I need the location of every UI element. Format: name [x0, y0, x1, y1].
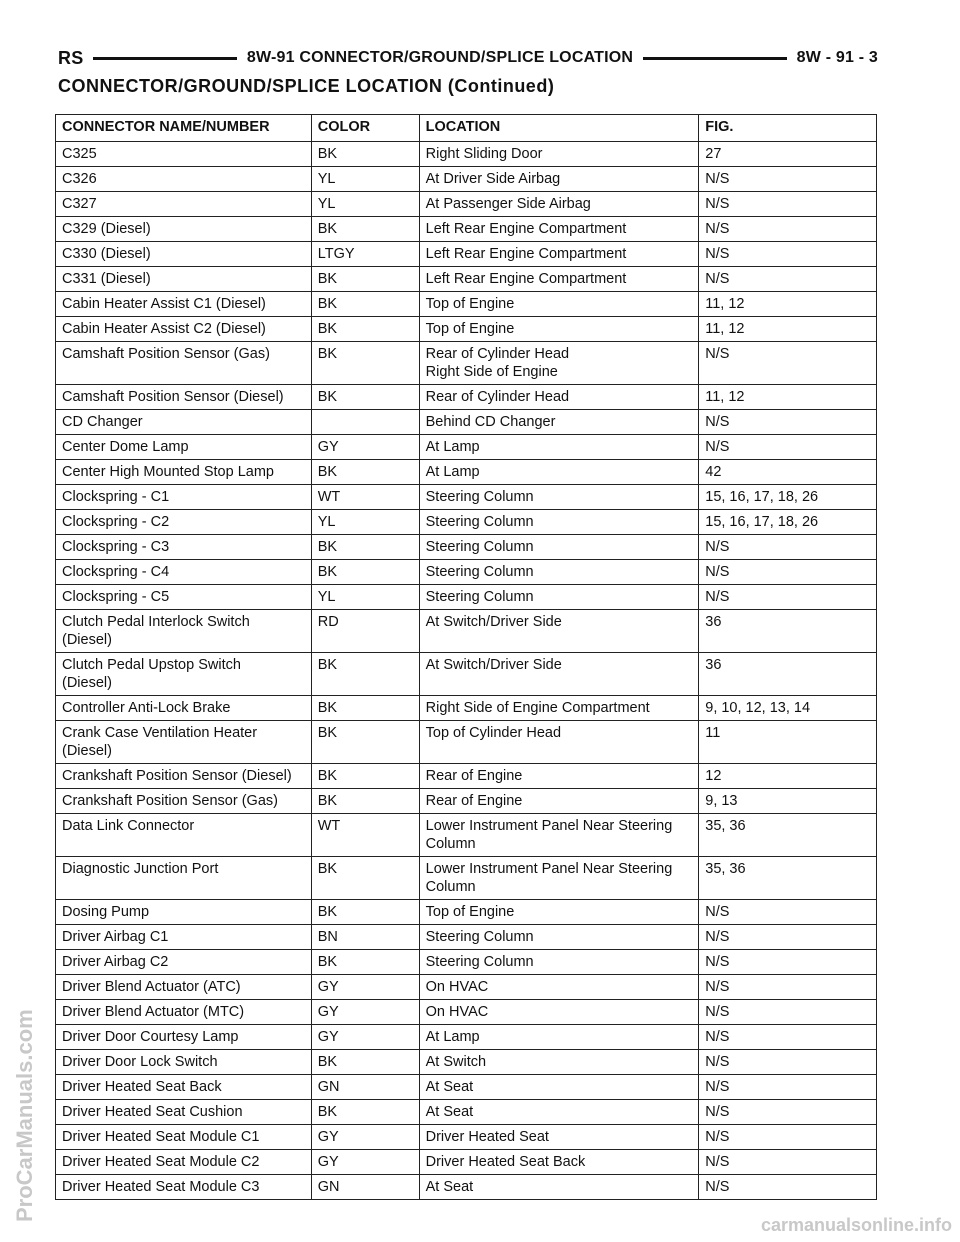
cell-color: GN: [311, 1075, 419, 1100]
cell-fig: N/S: [699, 192, 877, 217]
cell-fig: 11, 12: [699, 385, 877, 410]
table-row: [56, 1150, 877, 1175]
cell-connector: Driver Door Courtesy Lamp: [56, 1025, 312, 1050]
cell-connector: Dosing Pump: [56, 900, 312, 925]
cell-location: Right Side of Engine Compartment: [419, 696, 699, 721]
cell-fig: N/S: [699, 1075, 877, 1100]
table-row: [56, 1075, 877, 1100]
cell-color: BK: [311, 1050, 419, 1075]
cell-color: GY: [311, 1125, 419, 1150]
table-row: [56, 857, 877, 900]
cell-connector: Crankshaft Position Sensor (Diesel): [56, 764, 312, 789]
cell-location: Rear of Cylinder Head Right Side of Engine: [419, 342, 699, 385]
table-row: [56, 510, 877, 535]
table-row: [56, 789, 877, 814]
cell-connector: C329 (Diesel): [56, 217, 312, 242]
column-header-fig: FIG.: [699, 115, 877, 142]
cell-color: BK: [311, 292, 419, 317]
cell-location: Rear of Engine: [419, 789, 699, 814]
cell-location: At Driver Side Airbag: [419, 167, 699, 192]
cell-fig: 11, 12: [699, 292, 877, 317]
cell-fig: 11: [699, 721, 877, 764]
cell-color: BK: [311, 217, 419, 242]
cell-location: Lower Instrument Panel Near Steering Column: [419, 814, 699, 857]
cell-color: GY: [311, 1150, 419, 1175]
cell-connector: Driver Heated Seat Cushion: [56, 1100, 312, 1125]
cell-color: GN: [311, 1175, 419, 1200]
table-row: [56, 535, 877, 560]
cell-connector: Camshaft Position Sensor (Gas): [56, 342, 312, 385]
cell-fig: N/S: [699, 1000, 877, 1025]
cell-fig: N/S: [699, 950, 877, 975]
table-row: [56, 342, 877, 385]
cell-color: YL: [311, 192, 419, 217]
cell-color: [311, 410, 419, 435]
cell-location: Steering Column: [419, 485, 699, 510]
cell-fig: N/S: [699, 217, 877, 242]
header-page-number: 8W - 91 - 3: [796, 49, 879, 66]
cell-fig: N/S: [699, 1125, 877, 1150]
cell-connector: Driver Heated Seat Module C1: [56, 1125, 312, 1150]
table-row: [56, 192, 877, 217]
cell-location: Rear of Cylinder Head: [419, 385, 699, 410]
cell-location: Top of Cylinder Head: [419, 721, 699, 764]
cell-fig: N/S: [699, 167, 877, 192]
table-row: [56, 975, 877, 1000]
column-header-location: LOCATION: [419, 115, 699, 142]
cell-location: Steering Column: [419, 950, 699, 975]
cell-color: BK: [311, 1100, 419, 1125]
table-row: [56, 217, 877, 242]
cell-fig: 35, 36: [699, 857, 877, 900]
cell-connector: C326: [56, 167, 312, 192]
cell-color: GY: [311, 1025, 419, 1050]
cell-location: At Passenger Side Airbag: [419, 192, 699, 217]
cell-connector: Driver Heated Seat Module C2: [56, 1150, 312, 1175]
cell-location: At Switch/Driver Side: [419, 653, 699, 696]
cell-color: YL: [311, 510, 419, 535]
cell-connector: C331 (Diesel): [56, 267, 312, 292]
table-row: [56, 1025, 877, 1050]
cell-connector: Center Dome Lamp: [56, 435, 312, 460]
cell-color: BK: [311, 653, 419, 696]
cell-fig: 15, 16, 17, 18, 26: [699, 510, 877, 535]
cell-location: Left Rear Engine Compartment: [419, 267, 699, 292]
cell-connector: Driver Airbag C1: [56, 925, 312, 950]
cell-color: BK: [311, 460, 419, 485]
cell-fig: N/S: [699, 1025, 877, 1050]
bottom-watermark: carmanualsonline.info: [760, 1215, 952, 1235]
cell-connector: C327: [56, 192, 312, 217]
cell-connector: Crankshaft Position Sensor (Gas): [56, 789, 312, 814]
cell-color: BK: [311, 900, 419, 925]
table-row: [56, 653, 877, 696]
cell-fig: N/S: [699, 342, 877, 385]
table-row: [56, 560, 877, 585]
cell-connector: Camshaft Position Sensor (Diesel): [56, 385, 312, 410]
cell-connector: Clockspring - C5: [56, 585, 312, 610]
cell-fig: N/S: [699, 925, 877, 950]
cell-fig: 42: [699, 460, 877, 485]
column-header-connector: CONNECTOR NAME/NUMBER: [56, 115, 312, 142]
table-body: [56, 142, 877, 1200]
table-row: [56, 814, 877, 857]
cell-color: BK: [311, 764, 419, 789]
cell-location: At Seat: [419, 1175, 699, 1200]
table-row: [56, 410, 877, 435]
cell-fig: N/S: [699, 410, 877, 435]
cell-connector: Center High Mounted Stop Lamp: [56, 460, 312, 485]
cell-fig: 36: [699, 610, 877, 653]
cell-fig: 11, 12: [699, 317, 877, 342]
table-row: [56, 142, 877, 167]
cell-location: At Seat: [419, 1100, 699, 1125]
table-row: [56, 460, 877, 485]
cell-location: Rear of Engine: [419, 764, 699, 789]
cell-location: At Seat: [419, 1075, 699, 1100]
section-title: CONNECTOR/GROUND/SPLICE LOCATION (Continued): [58, 76, 555, 96]
cell-connector: Crank Case Ventilation Heater (Diesel): [56, 721, 312, 764]
cell-location: At Lamp: [419, 460, 699, 485]
table-row: [56, 1100, 877, 1125]
cell-connector: Driver Door Lock Switch: [56, 1050, 312, 1075]
cell-location: Driver Heated Seat: [419, 1125, 699, 1150]
cell-location: Top of Engine: [419, 900, 699, 925]
cell-location: Left Rear Engine Compartment: [419, 242, 699, 267]
cell-connector: CD Changer: [56, 410, 312, 435]
cell-location: At Lamp: [419, 435, 699, 460]
cell-location: At Switch: [419, 1050, 699, 1075]
cell-color: GY: [311, 975, 419, 1000]
header-title: 8W-91 CONNECTOR/GROUND/SPLICE LOCATION: [246, 49, 634, 66]
cell-fig: 15, 16, 17, 18, 26: [699, 485, 877, 510]
cell-color: BK: [311, 142, 419, 167]
cell-fig: N/S: [699, 900, 877, 925]
cell-fig: N/S: [699, 435, 877, 460]
cell-connector: Clockspring - C3: [56, 535, 312, 560]
table-row: [56, 167, 877, 192]
table-row: [56, 1050, 877, 1075]
cell-connector: C330 (Diesel): [56, 242, 312, 267]
cell-connector: Clockspring - C4: [56, 560, 312, 585]
cell-connector: Diagnostic Junction Port: [56, 857, 312, 900]
cell-location: At Lamp: [419, 1025, 699, 1050]
cell-connector: Clockspring - C2: [56, 510, 312, 535]
connector-table: [55, 114, 877, 1200]
table-row: [56, 435, 877, 460]
cell-color: BK: [311, 696, 419, 721]
cell-color: BK: [311, 950, 419, 975]
cell-connector: Cabin Heater Assist C2 (Diesel): [56, 317, 312, 342]
cell-location: Steering Column: [419, 585, 699, 610]
cell-location: Steering Column: [419, 510, 699, 535]
cell-connector: Data Link Connector: [56, 814, 312, 857]
cell-connector: Clockspring - C1: [56, 485, 312, 510]
cell-location: Steering Column: [419, 560, 699, 585]
cell-location: Top of Engine: [419, 317, 699, 342]
cell-connector: Clutch Pedal Interlock Switch (Diesel): [56, 610, 312, 653]
table-row: [56, 267, 877, 292]
table-row: [56, 900, 877, 925]
cell-location: Driver Heated Seat Back: [419, 1150, 699, 1175]
cell-fig: N/S: [699, 1050, 877, 1075]
cell-location: Steering Column: [419, 535, 699, 560]
cell-color: BK: [311, 342, 419, 385]
cell-location: Steering Column: [419, 925, 699, 950]
table-row: [56, 610, 877, 653]
cell-connector: Driver Blend Actuator (MTC): [56, 1000, 312, 1025]
cell-fig: 12: [699, 764, 877, 789]
header-rule-right: [643, 57, 787, 60]
cell-color: BK: [311, 789, 419, 814]
cell-connector: C325: [56, 142, 312, 167]
cell-color: RD: [311, 610, 419, 653]
cell-color: BK: [311, 267, 419, 292]
cell-fig: N/S: [699, 975, 877, 1000]
cell-location: Left Rear Engine Compartment: [419, 217, 699, 242]
cell-color: WT: [311, 814, 419, 857]
cell-fig: N/S: [699, 560, 877, 585]
table-row: [56, 485, 877, 510]
cell-location: Behind CD Changer: [419, 410, 699, 435]
cell-connector: Controller Anti-Lock Brake: [56, 696, 312, 721]
cell-connector: Driver Blend Actuator (ATC): [56, 975, 312, 1000]
cell-color: GY: [311, 1000, 419, 1025]
cell-color: YL: [311, 585, 419, 610]
cell-location: At Switch/Driver Side: [419, 610, 699, 653]
table-row: [56, 292, 877, 317]
cell-color: BN: [311, 925, 419, 950]
cell-color: BK: [311, 560, 419, 585]
cell-color: WT: [311, 485, 419, 510]
cell-color: BK: [311, 857, 419, 900]
table-row: [56, 764, 877, 789]
cell-location: Right Sliding Door: [419, 142, 699, 167]
table-row: [56, 1125, 877, 1150]
table-row: [56, 385, 877, 410]
cell-location: Lower Instrument Panel Near Steering Column: [419, 857, 699, 900]
page-header: [58, 44, 878, 72]
cell-fig: 36: [699, 653, 877, 696]
header-rule-left: [93, 57, 237, 60]
cell-color: LTGY: [311, 242, 419, 267]
cell-fig: 35, 36: [699, 814, 877, 857]
cell-connector: Clutch Pedal Upstop Switch (Diesel): [56, 653, 312, 696]
table-row: [56, 1175, 877, 1200]
table-row: [56, 925, 877, 950]
cell-fig: N/S: [699, 1175, 877, 1200]
table-row: [56, 950, 877, 975]
cell-fig: N/S: [699, 267, 877, 292]
cell-connector: Driver Heated Seat Module C3: [56, 1175, 312, 1200]
cell-location: On HVAC: [419, 1000, 699, 1025]
cell-color: BK: [311, 721, 419, 764]
cell-color: GY: [311, 435, 419, 460]
side-watermark: ProCarManuals.com: [12, 1009, 37, 1222]
cell-connector: Driver Heated Seat Back: [56, 1075, 312, 1100]
cell-fig: N/S: [699, 1100, 877, 1125]
cell-color: YL: [311, 167, 419, 192]
cell-fig: 9, 13: [699, 789, 877, 814]
table-row: [56, 317, 877, 342]
cell-fig: N/S: [699, 242, 877, 267]
table-row: [56, 696, 877, 721]
cell-color: BK: [311, 535, 419, 560]
cell-connector: Driver Airbag C2: [56, 950, 312, 975]
column-header-color: COLOR: [311, 115, 419, 142]
table-row: [56, 585, 877, 610]
cell-color: BK: [311, 385, 419, 410]
cell-fig: 27: [699, 142, 877, 167]
cell-location: Top of Engine: [419, 292, 699, 317]
header-section-code: RS: [58, 47, 84, 68]
cell-location: On HVAC: [419, 975, 699, 1000]
cell-fig: N/S: [699, 585, 877, 610]
cell-connector: Cabin Heater Assist C1 (Diesel): [56, 292, 312, 317]
cell-fig: 9, 10, 12, 13, 14: [699, 696, 877, 721]
table-row: [56, 242, 877, 267]
table-row: [56, 1000, 877, 1025]
cell-color: BK: [311, 317, 419, 342]
table-header-row: [56, 115, 877, 142]
table-row: [56, 721, 877, 764]
cell-fig: N/S: [699, 535, 877, 560]
cell-fig: N/S: [699, 1150, 877, 1175]
